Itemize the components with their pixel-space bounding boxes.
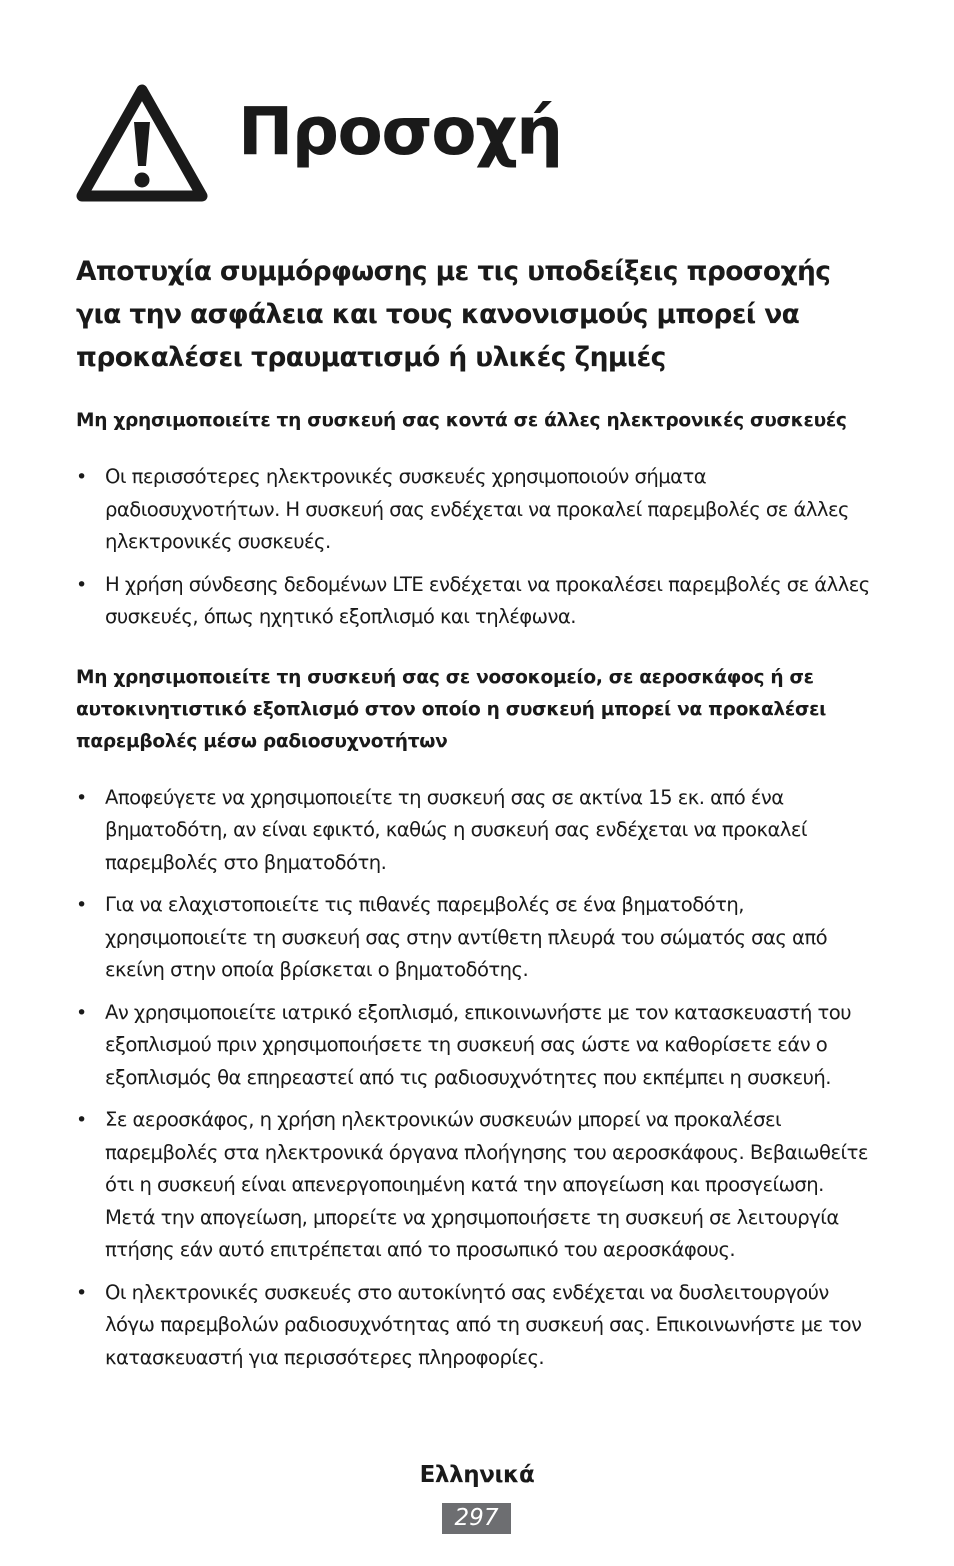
list-item: [76, 997, 876, 1095]
list-item: [76, 569, 876, 634]
list-item: [76, 1104, 876, 1267]
bullet-icon: •: [76, 786, 87, 809]
page-content: [76, 250, 876, 1384]
bullet-list: [76, 782, 876, 1375]
bullet-icon: •: [76, 573, 87, 596]
list-item-text: Αν χρησιμοποιείτε ιατρικό εξοπλισμό, επικοινωνήστε με τον κατασκευαστή του εξοπλισμού πριν χρησιμοποιήσετε τη συσκευή σας ώστε να καθορίσετε εάν ο εξοπλισμός θα επηρεαστεί από τις ραδιοσυχνότητες που εκπέμπει η συσκευή.: [105, 1000, 851, 1089]
bullet-icon: •: [76, 1281, 87, 1304]
list-item-text: Οι περισσότερες ηλεκτρονικές συσκευές χρησιμοποιούν σήματα ραδιοσυχνοτήτων. Η συσκευή σας ενδέχεται να προκαλεί παρεμβολές σε άλλες ηλεκτρονικές συσκευές.: [105, 465, 849, 553]
list-item: [76, 889, 876, 987]
list-item-text: Οι ηλεκτρονικές συσκευές στο αυτοκίνητό σας ενδέχεται να δυσλειτουργούν λόγω παρεμβολών ραδιοσυχνότητας από τη συσκευή σας. Επικοινωνήστε με τον κατασκευαστή για περισσότερες πληροφορίες.: [105, 1280, 862, 1369]
list-item: [76, 461, 876, 559]
bullet-icon: •: [76, 1001, 87, 1024]
list-item: [76, 1277, 876, 1375]
warning-triangle-icon: [74, 80, 210, 204]
list-item-text: Σε αεροσκάφος, η χρήση ηλεκτρονικών συσκευών μπορεί να προκαλέσει παρεμβολές στα ηλεκτρονικά όργανα πλοήγησης του αεροσκάφους. Βεβαιωθείτε ότι η συσκευή είναι απενεργοποιημένη κατά την απογείωση και προσγείωση. Μετά την απογείωση, μπορείτε να χρησιμοποιήσετε τη συσκευή σε λειτουργία πτήσης εάν αυτό επιτρέπεται από το προσωπικό του αεροσκάφους.: [105, 1108, 868, 1261]
bullet-icon: •: [76, 1109, 87, 1131]
bullet-icon: •: [76, 466, 87, 488]
page-header: [74, 80, 894, 204]
page-number: 297: [442, 1503, 511, 1534]
bullet-icon: •: [76, 894, 87, 916]
section-heading: Μη χρησιμοποιείτε τη συσκευή σας κοντά σε άλλες ηλεκτρονικές συσκευές: [76, 410, 847, 431]
bullet-list: [76, 461, 876, 634]
page-title: Προσοχή: [238, 93, 562, 170]
footer-language: Ελληνικά: [419, 1462, 535, 1488]
list-item-text: Για να ελαχιστοποιείτε τις πιθανές παρεμβολές σε ένα βηματοδότη, χρησιμοποιείτε τη συσκευή σας στην αντίθετη πλευρά του σώματός σας από εκείνη στην οποία βρίσκεται ο βηματοδότης.: [105, 893, 828, 981]
list-item-text: Αποφεύγετε να χρησιμοποιείτε τη συσκευή σας σε ακτίνα 15 εκ. από ένα βηματοδότη, αν είναι εφικτό, καθώς η συσκευή σας ενδέχεται να προκαλεί παρεμβολές στο βηματοδότη.: [105, 785, 807, 874]
section-heading: Μη χρησιμοποιείτε τη συσκευή σας σε νοσοκομείο, σε αεροσκάφος ή σε αυτοκινητιστικό εξοπλισμό στον οποίο η συσκευή μπορεί να προκαλέσει παρεμβολές μέσω ραδιοσυχνοτήτων: [76, 666, 827, 752]
list-item: [76, 782, 876, 880]
main-heading: Αποτυχία συμμόρφωσης με τις υποδείξεις προσοχής για την ασφάλεια και τους κανονισμούς μπορεί να προκαλέσει τραυματισμό ή υλικές ζημιές: [76, 256, 831, 373]
list-item-text: Η χρήση σύνδεσης δεδομένων LTE ενδέχεται να προκαλέσει παρεμβολές σε άλλες συσκευές, όπως ηχητικό εξοπλισμό και τηλέφωνα.: [105, 572, 870, 628]
